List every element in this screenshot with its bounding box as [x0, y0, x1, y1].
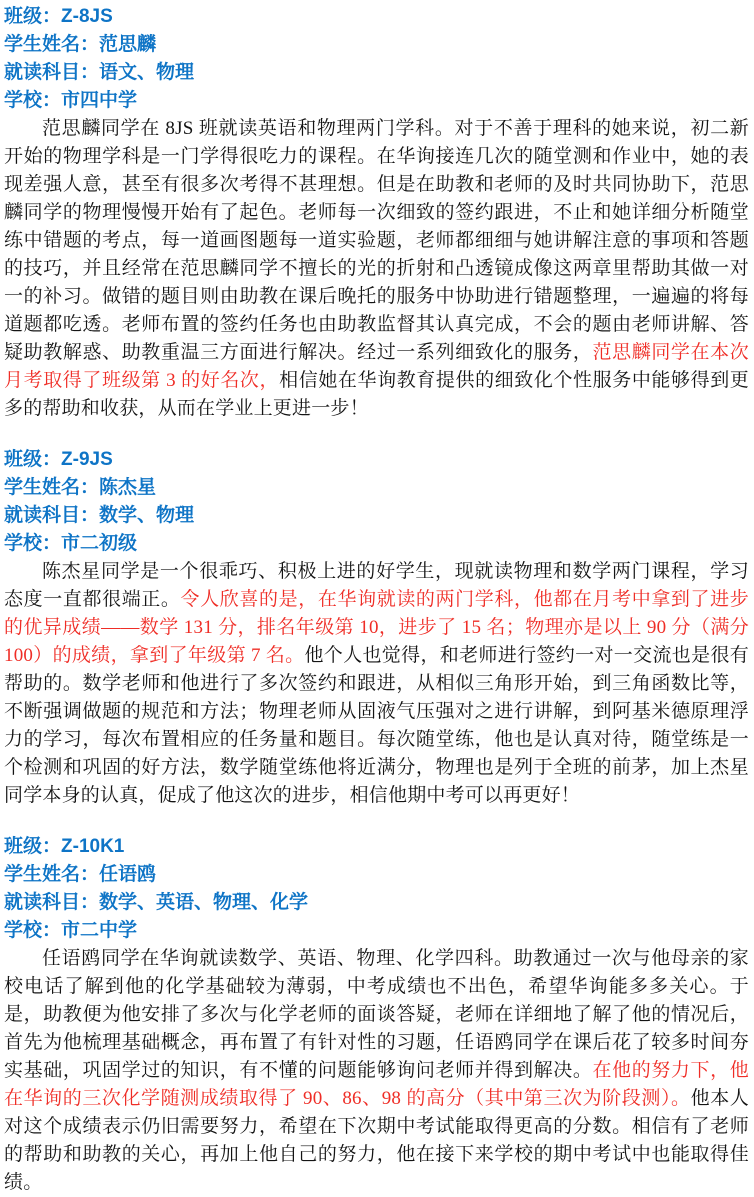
- subjects-label: 就读科目：: [4, 892, 100, 913]
- school-label: 学校：: [4, 533, 62, 554]
- student-report-section: [4, 833, 749, 1197]
- school-label: 学校：: [4, 920, 62, 941]
- class-label: 班级：: [4, 449, 62, 470]
- highlighted-text-run: 在他的努力下，他在华询的三次化学随测成绩取得了 90、86、98 的高分（其中第三次为阶段测）。: [4, 1060, 749, 1109]
- student-name-label: 学生姓名：: [4, 477, 100, 498]
- report-paragraph: [4, 558, 749, 810]
- subjects-value: 数学、英语、物理、化学: [99, 892, 309, 913]
- report-paragraph: [4, 945, 749, 1197]
- student-report-section: [4, 3, 749, 423]
- class-line: [4, 833, 749, 861]
- school-value: 市二初级: [61, 533, 138, 554]
- school-line: [4, 530, 749, 558]
- class-value: Z-10K1: [61, 836, 125, 857]
- body-text-run: 他个人也觉得，和老师进行签约一对一交流也是很有帮助的。数学老师和他进行了多次签约和跟进，从相似三角形开始，到三角函数比等，不断强调做题的规范和方法；物理老师从固液气压强对之进行讲解，到阿基米德原理浮力的学习，每次布置相应的任务量和题目。每次随堂练，他也是认真对待，随堂练是一个检测和巩固的好方法，数学随堂练他将近满分，物理也是列于全班的前茅，加上杰星同学本身的认真，促成了他这次的进步，相信他期中考可以再更好！: [4, 645, 749, 806]
- subjects-line: [4, 502, 749, 530]
- student-name-value: 任语鸥: [99, 864, 157, 885]
- highlighted-text-run: 范思麟同学在本次月考取得了班级第 3 的好名次，: [4, 342, 749, 391]
- school-value: 市二中学: [61, 920, 138, 941]
- class-value: Z-9JS: [61, 449, 113, 470]
- student-name-value: 陈杰星: [99, 477, 157, 498]
- highlighted-text-run: 令人欣喜的是，在华询就读的两门学科，他都在月考中拿到了进步的优异成绩——数学 131 分，排名年级第 10，进步了 15 名；物理亦是以上 90 分（满分 100）的成绩，拿到了年级第 7 名。: [4, 589, 749, 666]
- class-value: Z-8JS: [61, 6, 113, 27]
- school-value: 市四中学: [61, 90, 138, 111]
- subjects-label: 就读科目：: [4, 505, 100, 526]
- student-name-line: [4, 861, 749, 889]
- student-name-label: 学生姓名：: [4, 34, 100, 55]
- class-line: [4, 446, 749, 474]
- body-text-run: 相信她在华询教育提供的细致化个性服务中能够得到更多的帮助和收获，从而在学业上更进一步！: [4, 370, 749, 419]
- school-line: [4, 917, 749, 945]
- body-text-run: 他本人对这个成绩表示仍旧需要努力，希望在下次期中考试能取得更高的分数。相信有了老师的帮助和助教的关心，再加上他自己的努力，他在接下来学校的期中考试中也能取得佳绩。: [4, 1088, 749, 1193]
- report-paragraph: [4, 115, 749, 423]
- student-name-line: [4, 474, 749, 502]
- class-line: [4, 3, 749, 31]
- subjects-line: [4, 889, 749, 917]
- subjects-line: [4, 59, 749, 87]
- student-name-label: 学生姓名：: [4, 864, 100, 885]
- subjects-value: 数学、物理: [99, 505, 195, 526]
- student-name-line: [4, 31, 749, 59]
- school-line: [4, 87, 749, 115]
- subjects-label: 就读科目：: [4, 62, 100, 83]
- student-report-section: [4, 446, 749, 810]
- class-label: 班级：: [4, 6, 62, 27]
- class-label: 班级：: [4, 836, 62, 857]
- school-label: 学校：: [4, 90, 62, 111]
- body-text-run: 任语鸥同学在华询就读数学、英语、物理、化学四科。助教通过一次与他母亲的家校电话了解到他的化学基础较为薄弱，中考成绩也不出色，希望华询能多多关心。于是，助教便为他安排了多次与化学老师的面谈答疑，老师在详细地了解了他的情况后，首先为他梳理基础概念，再布置了有针对性的习题，任语鸥同学在课后花了较多时间夯实基础，巩固学过的知识，有不懂的问题能够询问老师并得到解决。: [4, 948, 749, 1081]
- subjects-value: 语文、物理: [99, 62, 195, 83]
- body-text-run: 范思麟同学在 8JS 班就读英语和物理两门学科。对于不善于理科的她来说，初二新开始的物理学科是一门学得很吃力的课程。在华询接连几次的随堂测和作业中，她的表现差强人意，甚至有很多次考得不甚理想。但是在助教和老师的及时共同协助下，范思麟同学的物理慢慢开始有了起色。老师每一次细致的签约跟进，不止和她详细分析随堂练中错题的考点，每一道画图题每一道实验题，老师都细细与她讲解注意的事项和答题的技巧，并且经常在范思麟同学不擅长的光的折射和凸透镜成像这两章里帮助其做一对一的补习。做错的题目则由助教在课后晚托的服务中协助进行错题整理，一遍遍的将每道题都吃透。老师布置的签约任务也由助教监督其认真完成，不会的题由老师讲解、答疑助教解惑、助教重温三方面进行解决。经过一系列细致化的服务，: [4, 118, 749, 363]
- student-name-value: 范思麟: [99, 34, 157, 55]
- body-text-run: 陈杰星同学是一个很乖巧、积极上进的好学生，现就读物理和数学两门课程，学习态度一直都很端正。: [4, 561, 749, 610]
